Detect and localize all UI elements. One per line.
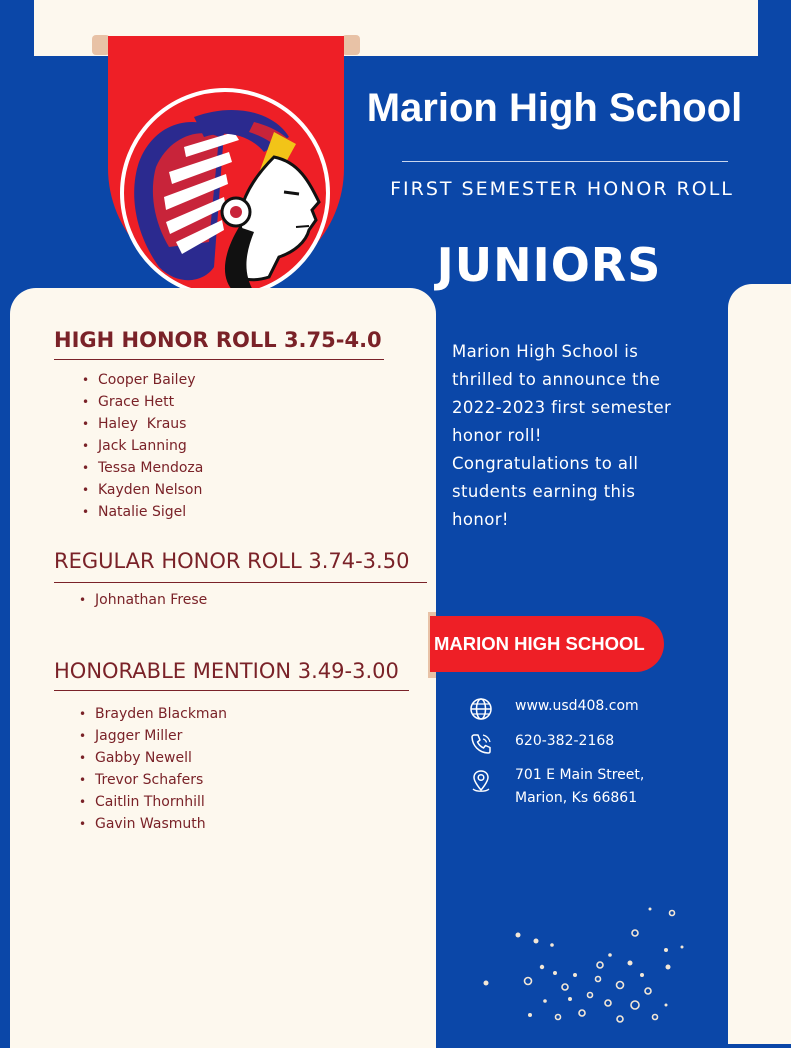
list-item: • Tessa Mendoza bbox=[82, 457, 203, 479]
grade-heading: JUNIORS bbox=[436, 238, 662, 292]
list-item: • Gavin Wasmuth bbox=[79, 813, 227, 835]
school-name-pill: MARION HIGH SCHOOL bbox=[430, 616, 664, 672]
announcement-line: students earning this bbox=[452, 482, 636, 501]
address-line-1: 701 E Main Street, bbox=[515, 767, 645, 783]
school-mascot-logo bbox=[120, 88, 330, 298]
header-divider bbox=[402, 161, 728, 162]
announcement-text bbox=[452, 338, 702, 534]
regular-honor-roll-list bbox=[79, 589, 207, 611]
list-item: • Cooper Bailey bbox=[82, 369, 203, 391]
announcement-line: Congratulations to all bbox=[452, 454, 639, 473]
honorable-mention-title: HONORABLE MENTION 3.49-3.00 bbox=[54, 659, 399, 683]
list-item: • Jack Lanning bbox=[82, 435, 203, 457]
list-item: • Caitlin Thornhill bbox=[79, 791, 227, 813]
right-cream-strip bbox=[728, 284, 791, 1044]
announcement-line: honor roll! bbox=[452, 426, 542, 445]
address bbox=[515, 764, 644, 810]
list-item: • Gabby Newell bbox=[79, 747, 227, 769]
list-item: • Jagger Miller bbox=[79, 725, 227, 747]
decorative-speckles bbox=[470, 895, 710, 1025]
honorable-mention-rule bbox=[54, 690, 409, 691]
mascot-headdress-icon bbox=[124, 92, 326, 294]
list-item: • Haley Kraus bbox=[82, 413, 203, 435]
location-pin-icon bbox=[468, 768, 494, 794]
announcement-line: Marion High School is bbox=[452, 342, 639, 361]
website-link[interactable]: www.usd408.com bbox=[515, 698, 639, 714]
banner-tab-right bbox=[342, 35, 360, 55]
list-item: • Brayden Blackman bbox=[79, 703, 227, 725]
regular-honor-roll-rule bbox=[54, 582, 427, 583]
announcement-line: 2022-2023 first semester bbox=[452, 398, 672, 417]
address-line-2: Marion, Ks 66861 bbox=[515, 790, 638, 806]
honor-roll-subtitle: FIRST SEMESTER HONOR ROLL bbox=[390, 178, 734, 200]
list-item: • Trevor Schafers bbox=[79, 769, 227, 791]
phone-icon bbox=[468, 731, 494, 757]
high-honor-roll-title: HIGH HONOR ROLL 3.75-4.0 bbox=[54, 328, 382, 352]
list-item: • Grace Hett bbox=[82, 391, 203, 413]
high-honor-roll-rule bbox=[54, 359, 384, 360]
list-item: • Kayden Nelson bbox=[82, 479, 203, 501]
phone-number[interactable]: 620-382-2168 bbox=[515, 733, 615, 749]
list-item: • Johnathan Frese bbox=[79, 589, 207, 611]
list-item: • Natalie Sigel bbox=[82, 501, 203, 523]
honorable-mention-list bbox=[79, 703, 227, 835]
regular-honor-roll-title: REGULAR HONOR ROLL 3.74-3.50 bbox=[54, 549, 410, 573]
announcement-line: honor! bbox=[452, 510, 509, 529]
high-honor-roll-list bbox=[82, 369, 203, 523]
school-title: Marion High School bbox=[366, 86, 743, 130]
announcement-line: thrilled to announce the bbox=[452, 370, 661, 389]
globe-icon bbox=[468, 696, 494, 722]
